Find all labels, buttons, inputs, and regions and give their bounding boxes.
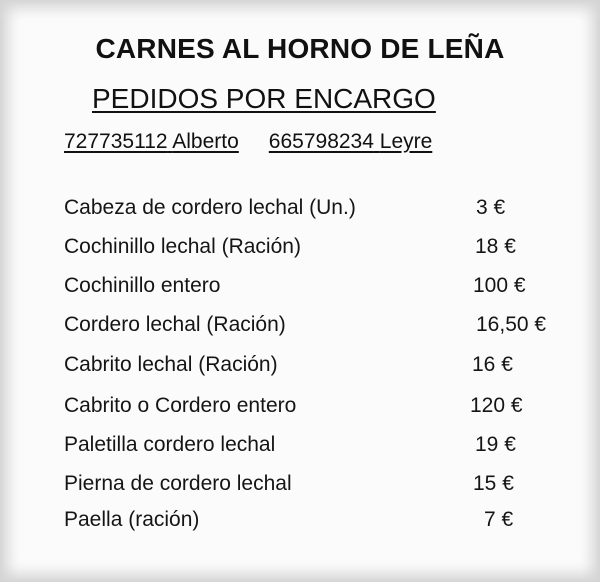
item-price: 3 € [476, 196, 506, 219]
item-price: 16,50 € [476, 313, 547, 336]
item-name: Paella (ración) [64, 508, 200, 531]
contact-name: Alberto [172, 130, 239, 153]
list-item [0, 472, 600, 502]
list-item [0, 508, 600, 538]
contact-phone: 727735112 [64, 130, 168, 153]
list-item [0, 235, 600, 265]
item-name: Paletilla cordero lechal [64, 433, 276, 456]
page-subtitle: PEDIDOS POR ENCARGO [92, 83, 436, 114]
item-name: Cabrito o Cordero entero [64, 394, 297, 417]
list-item [0, 313, 600, 343]
item-price: 18 € [475, 235, 516, 258]
contact-name: Leyre [379, 130, 433, 153]
list-item [0, 433, 600, 463]
list-item [0, 196, 600, 226]
item-name: Cochinillo lechal (Ración) [64, 235, 301, 258]
item-price: 120 € [470, 394, 523, 417]
item-price: 100 € [473, 274, 526, 297]
list-item [0, 274, 600, 304]
item-name: Cochinillo entero [64, 274, 221, 297]
item-name: Pierna de cordero lechal [64, 472, 292, 495]
list-item [0, 353, 600, 383]
page-title: CARNES AL HORNO DE LEÑA [95, 33, 505, 64]
contact-line [64, 130, 432, 154]
list-item [0, 394, 600, 424]
item-price: 16 € [472, 353, 513, 376]
contact-phone: 665798234 [268, 130, 374, 153]
item-name: Cordero lechal (Ración) [64, 313, 286, 336]
item-price: 7 € [484, 508, 514, 531]
item-name: Cabrito lechal (Ración) [64, 353, 278, 376]
item-name: Cabeza de cordero lechal (Un.) [64, 196, 356, 219]
item-price: 19 € [475, 433, 516, 456]
item-price: 15 € [473, 472, 514, 495]
